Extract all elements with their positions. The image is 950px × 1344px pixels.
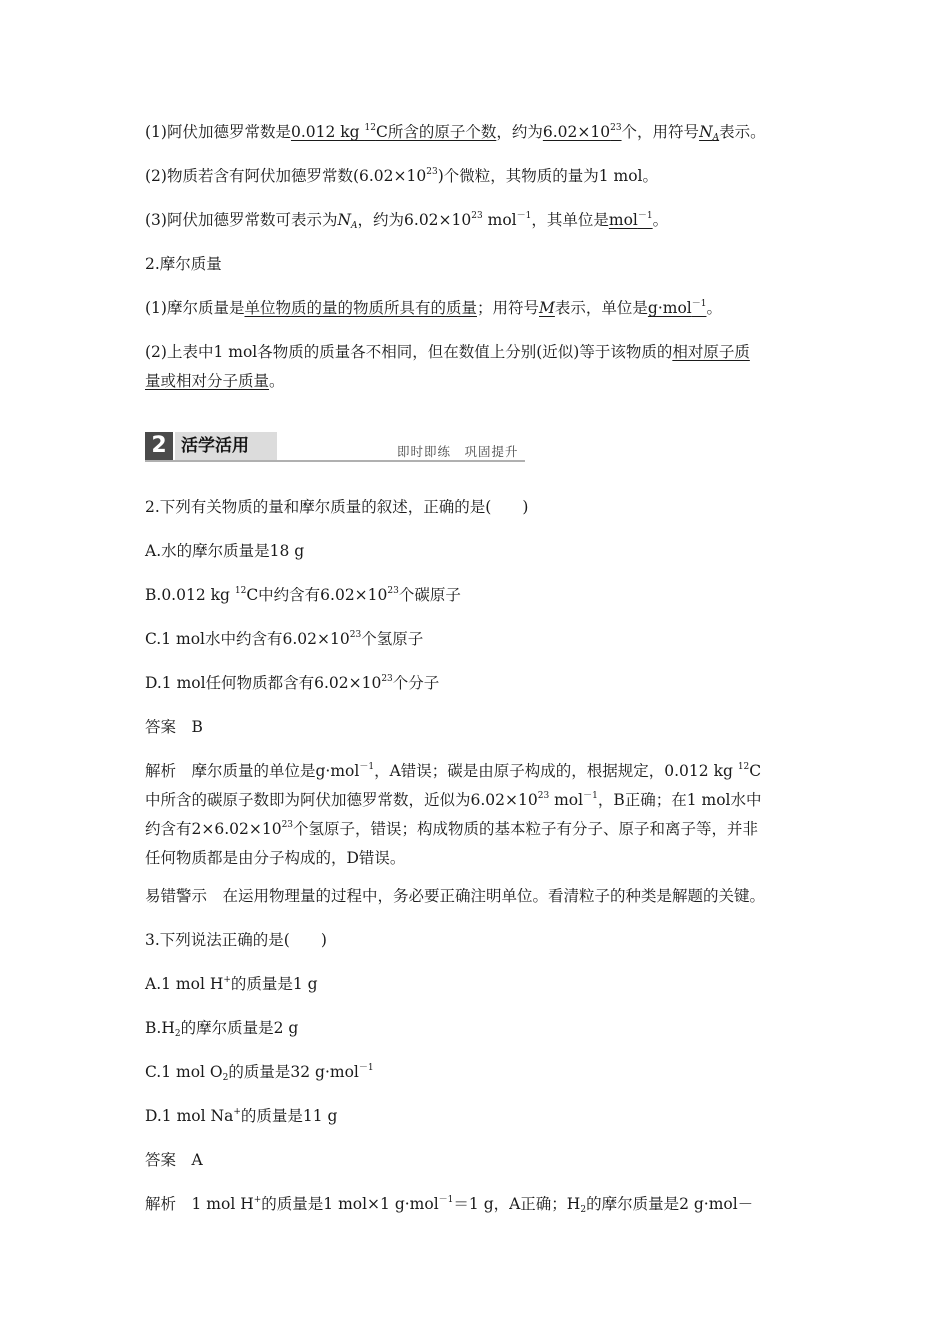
paragraph-molar-mass-relation-2: 量或相对分子质量。 bbox=[145, 372, 285, 390]
section-title: 活学活用 bbox=[175, 432, 277, 460]
paragraph-molar-mass-relation-1: (2)上表中1 mol各物质的质量各不相同，但在数值上分别(近似)等于该物质的相对原子质 bbox=[145, 343, 750, 361]
paragraph-molar-mass-definition: (1)摩尔质量是单位物质的量的物质所具有的质量；用符号M表示，单位是g·mol$^{-1}$。 bbox=[145, 299, 722, 317]
question-3-stem: 3.下列说法正确的是( ) bbox=[145, 931, 327, 949]
blank-answer: 相对原子质 bbox=[672, 343, 750, 361]
blank-answer: M bbox=[539, 299, 555, 317]
section-banner bbox=[145, 432, 525, 462]
common-mistake-note: 易错警示 在运用物理量的过程中，务必要正确注明单位。看清粒子的种类是解题的关键。 bbox=[145, 887, 766, 905]
paragraph-mole-count: (2)物质若含有阿伏加德罗常数$(6.02\times 10^{23})$个微粒，其物质的量为1 mol。 bbox=[145, 167, 659, 185]
question-3-option-b: $B.H_2$的摩尔质量是2 g bbox=[145, 1019, 299, 1039]
question-3-explanation-line-1: 解析 1 mol H+的质量是1 mol×1 g·mol$^{-1}$＝1 g，A正确；$H_2$的摩尔质量是2 g·mol－ bbox=[145, 1195, 754, 1215]
question-2-explanation-line-4: 任何物质都是由分子构成的，D错误。 bbox=[145, 849, 406, 867]
question-2-explanation-line-1: 解析 摩尔质量的单位是g·mol$^{-1}$，A错误；碳是由原子构成的，根据规定，0.012 kg $^{12}$C bbox=[145, 762, 762, 780]
blank-answer: 单位物质的量的物质所具有的质量 bbox=[244, 299, 477, 317]
question-3-answer: 答案 A bbox=[145, 1151, 203, 1169]
blank-answer: $6.02\times 10^{23}$ bbox=[542, 123, 622, 141]
question-2-option-c: C.1 mol水中约含有$6.02\times 10^{23}$个氢原子 bbox=[145, 630, 424, 648]
question-2-option-a: A.水的摩尔质量是18 g bbox=[145, 542, 305, 560]
blank-answer: $N_A$ bbox=[699, 123, 720, 143]
question-2-explanation-line-3: 约含有$2\times 6.02\times 10^{23}$个氢原子，错误；构成物质的基本粒子有分子、原子和离子等，并非 bbox=[145, 820, 759, 838]
section-heading-molar-mass: 2.摩尔质量 bbox=[145, 255, 222, 273]
question-3-option-d: D.1 mol Na+的质量是11 g bbox=[145, 1107, 338, 1125]
section-number-badge: 2 bbox=[145, 432, 173, 460]
question-2-option-d: D.1 mol任何物质都含有$6.02\times 10^{23}$个分子 bbox=[145, 674, 440, 692]
blank-answer: mol$^{-1}$ bbox=[608, 211, 653, 229]
question-2-explanation-line-2: 中所含的碳原子数即为阿伏加德罗常数，近似为$6.02\times 10^{23}$ mol$^{-1}$，B正确；在1 mol水中 bbox=[145, 791, 762, 809]
question-2-stem: 2.下列有关物质的量和摩尔质量的叙述，正确的是( ) bbox=[145, 498, 529, 516]
blank-answer: 量或相对分子质量 bbox=[145, 372, 270, 390]
banner-underline bbox=[145, 460, 525, 462]
paragraph-avogadro-definition: (1)阿伏加德罗常数是0.012 kg $^{12}$C所含的原子个数，约为$6.02\times 10^{23}$个，用符号$N_A$表示。 bbox=[145, 123, 766, 143]
blank-answer: g·mol$^{-1}$ bbox=[647, 299, 707, 317]
section-subtitle: 即时即练 巩固提升 bbox=[397, 444, 519, 459]
paragraph-avogadro-unit: (3)阿伏加德罗常数可表示为$N_A$，约为$6.02\times 10^{23}$ mol$^{-1}$，其单位是mol$^{-1}$。 bbox=[145, 211, 669, 231]
blank-answer: 0.012 kg $^{12}$C所含的原子个数 bbox=[290, 123, 497, 141]
question-3-option-c: C.1 mol $O_2$的质量是32 g·mol$^{-1}$ bbox=[145, 1063, 374, 1083]
question-2-answer: 答案 B bbox=[145, 718, 203, 736]
question-3-option-a: A.1 mol H+的质量是1 g bbox=[145, 975, 318, 993]
question-2-option-b: B.0.012 kg $^{12}$C中约含有$6.02\times 10^{23}$个碳原子 bbox=[145, 586, 461, 604]
